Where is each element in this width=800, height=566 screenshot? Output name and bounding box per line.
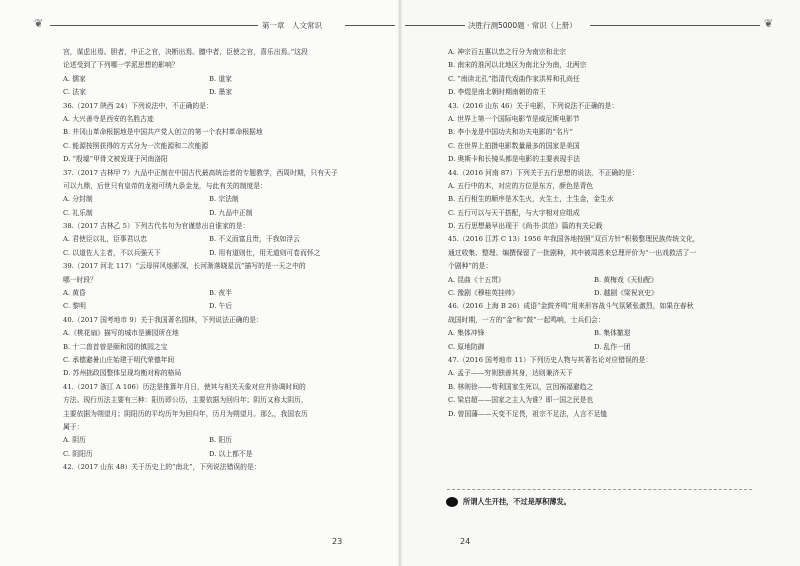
text-line: B. 井冈山革命根据地是中国共产党人创立的第一个农村革命根据地	[63, 128, 263, 137]
option-row	[63, 247, 361, 260]
text-line: D. “殷墟”甲骨文被发现于河南洛阳	[63, 155, 168, 164]
text-line: 战国时期，一方的“金”和“鼓”一起鸣响，士兵们会：	[448, 315, 605, 324]
leaf-ornament-icon: ❦	[34, 17, 44, 30]
chapter-title: 第一章 人文常识	[262, 21, 322, 30]
option-row	[448, 274, 746, 287]
text-line: C. “南读北孔”指清代戏曲作家洪昇和孔尚任	[448, 74, 580, 83]
text-line: A. 五行中的木，对应的方位是东方，颜色是青色	[448, 181, 594, 190]
text-line: 43.（2016 山东 46）关于电影，下列说法不正确的是：	[448, 101, 619, 110]
text-line: 宫，谋虑出焉。胆者，中正之官，决断出焉。膻中者，臣使之官，喜乐出焉。”这段	[63, 48, 308, 56]
answer-option: B. 夜半	[209, 289, 232, 298]
text-line: B. 李小龙是中国功夫和功夫电影的“名片”	[448, 128, 574, 137]
text-line: A. 孟子——穷则独善其身，达则兼济天下	[448, 369, 573, 378]
answer-option: A. 昆曲《十五贯》	[448, 275, 505, 284]
text-line: B. 林则徐——苟利国家生死以，岂因祸福避趋之	[448, 382, 594, 391]
page-number-right: 24	[460, 537, 471, 546]
text-line: D. 苏州拙政园整体呈现均衡对称的格局	[63, 369, 182, 378]
text-line: D. 奥斯卡和长镜头都是电影的主要表现手法	[448, 155, 580, 164]
answer-option: C. 豫剧《穆桂英挂帅》	[448, 289, 519, 298]
text-line: C. 承德避暑山庄始建于明代荣德年间	[63, 355, 175, 364]
motto-divider	[447, 489, 752, 490]
text-line: 40.（2017 国考地市 9）关于我国著名园林，下列说法正确的是：	[63, 315, 263, 324]
text-line: D. 五行思想最早出现于《尚书·洪范》篇的有关记载	[448, 222, 603, 231]
option-row	[63, 287, 361, 300]
option-row	[448, 327, 746, 340]
answer-option: A. 黄昏	[63, 289, 86, 298]
answer-option: B. 阳历	[209, 436, 232, 445]
option-row	[63, 207, 361, 220]
right-page-content	[448, 46, 746, 421]
answer-option: B. 集体撤退	[594, 329, 631, 338]
text-line: 41.（2017 浙江 A 106）历法是推算年月日，使其与相关天象对应并协调时间的	[63, 382, 306, 391]
text-line: B. 五行相生的顺序是木生火，火生土，土生金，金生水	[448, 195, 614, 204]
answer-option: B. 宗法制	[209, 195, 239, 204]
motto	[446, 497, 571, 507]
text-line: C. 五行可以与天干搭配，与大宇相对应组成	[448, 208, 580, 217]
option-row	[63, 300, 361, 313]
answer-option: D. 乱作一团	[594, 342, 631, 351]
text-line: 38.（2017 吉林乙 5）下列古代名句为官谨慈出自谁家的是：	[63, 222, 250, 231]
text-line: 47.（2016 国考地市 11）下列历史人物与其著名论对应错误的是：	[448, 355, 653, 364]
text-line: A. 神宗百五惠以忠之行分为南宗和北宗	[448, 48, 566, 56]
text-line: B. 南宋的淮河以北地区为南北分为南，北两宗	[448, 61, 587, 70]
answer-option: B. 不义而富且贵，于我如浮云	[209, 235, 300, 244]
text-line: 45.（2016 江苏 C 13）1956 年我国各地按照“双百方针”积极整理民族传统文化，	[448, 235, 700, 244]
option-row	[63, 193, 361, 206]
text-line: D. 李煜是南北朝时期南朝的帝王	[448, 88, 546, 97]
text-line: A. 世界上第一个国际电影节是威尼斯电影节	[448, 114, 580, 123]
answer-option: D. 用有道则仕，用无道则可卷而怀之	[209, 248, 321, 257]
answer-option: C. 黎明	[63, 302, 86, 311]
option-row	[448, 287, 746, 300]
book-spine	[398, 0, 402, 566]
left-page-content	[63, 46, 361, 475]
text-line: A. 大兴善寺是西安的名胜古迹	[63, 114, 154, 123]
text-line: 42.（2017 山东 48）关于历史上的“南北”，下列说法错误的是：	[63, 463, 261, 472]
answer-option: D. 越剧《梁祝哀史》	[594, 289, 658, 298]
text-line: 46.（2016 上海 B 26）成语“金鼓齐鸣”用来形容战斗气氛紧张激烈，如果在春秋	[448, 302, 694, 311]
answer-option: D. 九品中正制	[209, 208, 253, 217]
answer-option: A. 儒家	[63, 74, 86, 83]
option-row	[448, 341, 746, 354]
option-row	[63, 73, 361, 86]
text-line: 哪一时段？	[63, 275, 97, 284]
book-title: 决胜行测5000题 · 常识（上册）	[468, 21, 577, 30]
option-row	[63, 434, 361, 447]
text-line: 39.（2017 河北 117）“云母屏风烛影深，长河渐落晓星沉”描写的是一天之中的	[63, 262, 306, 271]
text-line: 方法。现行历法主要有三种：阳历即公历，主要依据为回归年；阴历又称太阴历，	[63, 396, 308, 405]
text-line: D. 曾国藩——天变不足畏，祖宗不足法，人言不足恤	[448, 409, 608, 418]
left-page-header	[0, 14, 400, 34]
answer-option: B. 黄梅戏《天仙配》	[594, 275, 658, 284]
text-line: C. 能源按照获得的方式分为一次能源和二次能源	[63, 141, 209, 150]
text-line: 个剧种”的是：	[448, 262, 493, 271]
answer-option: C. 以道佐人主者，不以兵强天下	[63, 248, 161, 257]
answer-option: C. 原地防御	[448, 342, 485, 351]
answer-option: B. 道家	[209, 74, 232, 83]
text-line: 36.（2017 陕西 24）下列说法中，不正确的是：	[63, 101, 213, 110]
answer-option: C. 法家	[63, 88, 86, 97]
answer-option: A. 分封制	[63, 195, 93, 204]
option-row	[63, 86, 361, 99]
answer-option: D. 墨家	[209, 88, 233, 97]
text-line: 通过收集、整理、编撰保留了一批剧种，其中被周恩来总理评价为“一出戏救活了一	[448, 248, 697, 257]
text-line: 主要依据为朔望月；阴阳历的平均历年为回归年，历月为朔望月。那么，我国农历	[63, 409, 308, 418]
answer-option: C. 礼乐制	[63, 208, 93, 217]
text-line: 44.（2016 河南 87）下列关于五行思想的说法，不正确的是：	[448, 168, 639, 177]
answer-option: D. 午后	[209, 302, 233, 311]
text-line: B. 十二兽首曾是颐和园的镇园之宝	[63, 342, 168, 351]
answer-option: A. 阴历	[63, 436, 86, 445]
leaf-ornament-icon: ❦	[764, 17, 774, 30]
text-line: 属于：	[63, 422, 84, 431]
right-page-header	[400, 14, 800, 34]
text-line: 论述受到了下列哪一学派思想的影响？	[63, 61, 179, 70]
page-number-left: 23	[332, 537, 343, 546]
answer-option: D. 以上都不是	[209, 449, 253, 458]
text-line: 37.（2017 吉林甲 7）九品中正制在中国古代最高统治者的专题教学，西周时期，只有天子	[63, 168, 338, 177]
text-line: C. 在世界上拍摄电影数量最多的国家是美国	[448, 141, 580, 150]
motto-text: 所谓人生开挂，不过是厚积薄发。	[463, 497, 571, 506]
option-row	[63, 233, 361, 246]
text-line: C. 梁启超——国家之主人为谁？即一国之民是也	[448, 396, 594, 405]
answer-option: A. 君使臣以礼，臣事君以忠	[63, 235, 147, 244]
answer-option: A. 集体冲锋	[448, 329, 485, 338]
answer-option: C. 阴阳历	[63, 449, 93, 458]
motto-bullet-icon	[446, 497, 458, 507]
option-row	[63, 448, 361, 461]
text-line: 可以九鼎，后世只有皇帝的龙袍可绣九条金龙，与此有关的制度是：	[63, 181, 267, 190]
text-line: A.《桃花扇》描写的城市是狮园所在地	[63, 329, 179, 338]
